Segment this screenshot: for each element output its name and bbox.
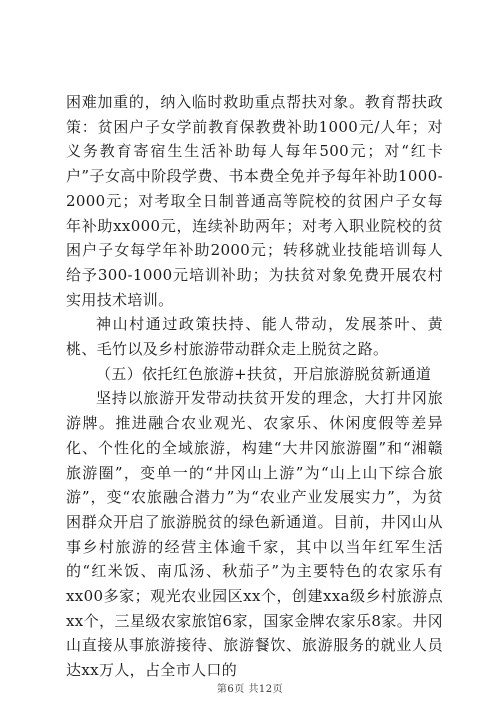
paragraph-tourism-development: 坚持以旅游开发带动扶贫开发的理念，大打井冈旅游牌。推进融合农业观光、农家乐、休闲度假等差异化、个性化的全域旅游，构建“大井冈旅游圈”和“湘赣旅游圈”，变单一的“井冈山上游”为“山上山下综合旅游”，变“农旅融合潜力”为“农业产业发展实力”，为贫困群众开启了旅游脱贫的绿色新通道。目前，井冈山从事乡村旅游的经营主体逾千家，其中以当年红军生活的“红米饭、南瓜汤、秋茄子”为主要特色的农家乐有xx00多家；观光农业园区xx个，创建xxa级乡村旅游点xx个，三星级农家旅馆6家，国家金牌农家乐8家。井冈山直接从事旅游接待、旅游餐饮、旅游服务的就业人员达xx万人，占全市人口的	[66, 389, 443, 680]
page-footer: 第6页 共12页	[216, 684, 284, 695]
document-body	[66, 90, 443, 683]
section-heading-red-tourism: （五）依托红色旅游+扶贫，开启旅游脱贫新通道	[96, 364, 432, 383]
paragraph-shenshan-village: 神山村通过政策扶持、能人带动，发展茶叶、黄桃、毛竹以及乡村旅游带动群众走上脱贫之路。	[66, 315, 443, 359]
paragraph-education-policy: 困难加重的，纳入临时救助重点帮扶对象。教育帮扶政策：贫困户子女学前教育保教费补助1000元/人年；对义务教育寄宿生生活补助每人每年500元；对“红卡户”子女高中阶段学费、书本费全免并予每年补助1000-2000元；对考取全日制普通高等院校的贫困户子女每年补助xx000元，连续补助两年；对考入职业院校的贫困户子女每学年补助2000元；转移就业技能培训每人给予300-1000元培训补助；为扶贫对象免费开展农村实用技术培训。	[66, 93, 443, 309]
